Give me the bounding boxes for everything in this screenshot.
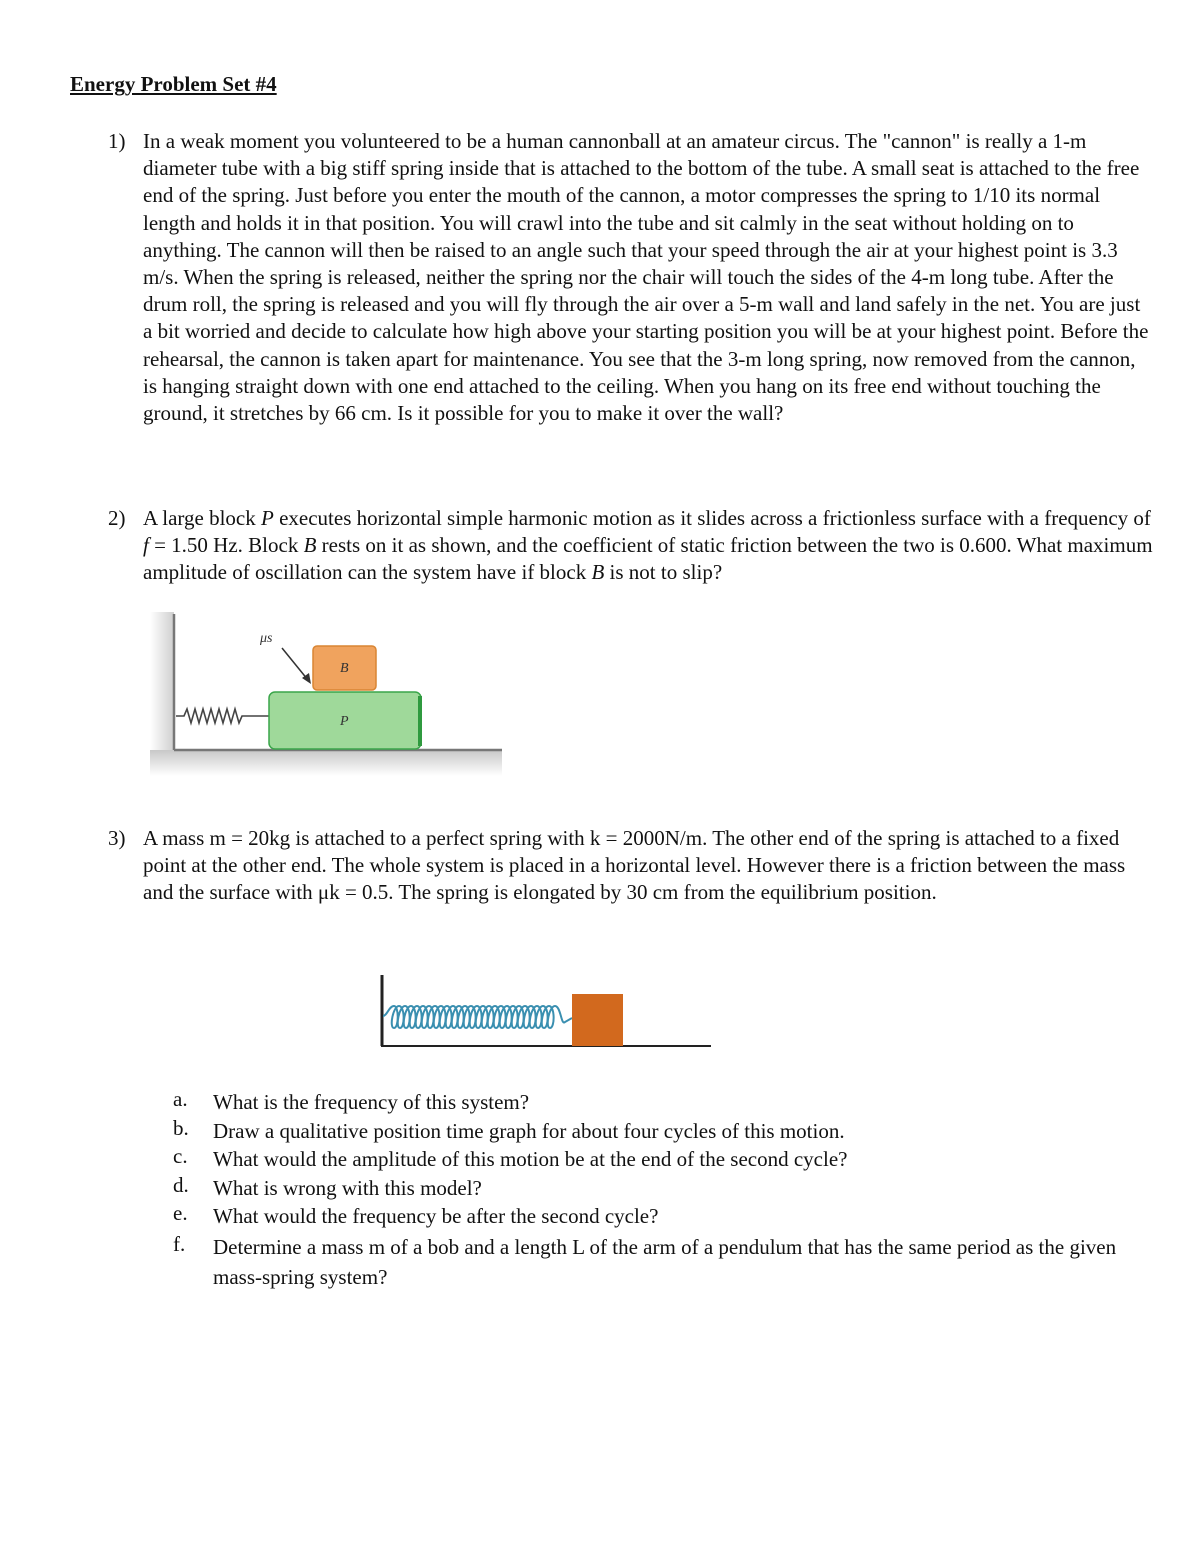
subquestion-text: What is the frequency of this system?: [213, 1090, 530, 1114]
label-mu-s: μs: [260, 631, 273, 646]
mass-spring-figure: [365, 970, 715, 1055]
problem-text: In a weak moment you volunteered to be a human cannonball at an amateur circus. The "cannon" is really a 1-m diameter tube with a big stiff spring inside that is attached to the bottom of the tube. A small seat is attached to the free end of the spring. Just before you enter the mouth of the cannon, a motor compresses the spring to 1/10 its normal length and holds it in that position. You will crawl into the tube and sit calmly in the seat without holding on to anything. The cannon will then be raised to an angle such that your speed through the air at your highest point is 3.3 m/s. When the spring is released, neither the spring nor the chair will touch the sides of the 4-m long tube. After the drum roll, the spring is released and you will fly through the air over a 5-m wall and land safely in the net. You are just a bit worried and decide to calculate how high above your starting position you will be at your highest point. Before the rehearsal, the cannon is taken apart for maintenance. You see that the 3-m long spring, now removed from the cannon, is hanging straight down with one end attached to the ceiling. When you hang on its free end without touching the ground, it stretches by 66 cm. Is it possible for you to make it over the wall?: [143, 129, 1149, 426]
block-spring-figure: [150, 612, 505, 777]
subquestion-text: Determine a mass m of a bob and a length L of the arm of a pendulum that has the same period as the given mass-spring system?: [213, 1235, 1117, 1289]
subquestion-text: What is wrong with this model?: [213, 1175, 482, 1200]
problem-text: A large block P executes horizontal simple harmonic motion as it slides across a frictionless surface with a frequency of f = 1.50 Hz. Block B rests on it as shown, and the coefficient of static friction between the two is 0.600. What maximum amplitude of oscillation can the system have if block B is not to slip?: [143, 506, 1153, 585]
wall-shading: [150, 612, 174, 752]
spring: [176, 709, 270, 723]
subquestion-text: What would the frequency be after the second cycle?: [213, 1204, 659, 1228]
mass-block: [572, 994, 623, 1046]
subquestion-letter: a.: [173, 1087, 188, 1111]
floor-shading: [150, 750, 502, 776]
problem-number: 1): [108, 129, 126, 153]
subquestion-text: Draw a qualitative position time graph for about four cycles of this motion.: [213, 1118, 845, 1143]
subquestion-text: What would the amplitude of this motion be at the end of the second cycle?: [213, 1147, 848, 1171]
problem-number: 2): [108, 506, 126, 530]
subquestion-letter: b.: [173, 1115, 189, 1140]
subquestion-letter: c.: [173, 1144, 188, 1168]
subquestion-letter: e.: [173, 1201, 188, 1225]
problem-text: A mass m = 20kg is attached to a perfect spring with k = 2000N/m. The other end of the spring is attached to a fixed point at the other end. The whole system is placed in a horizontal level. However there is a friction between the mass and the surface with μk = 0.5. The spring is elongated by 30 cm from the equilibrium position.: [143, 826, 1126, 905]
problem-number: 3): [108, 826, 126, 850]
arrow-line: [282, 648, 308, 680]
subquestion-letter: d.: [173, 1172, 189, 1197]
page-title: Energy Problem Set #4: [70, 72, 277, 96]
label-block-p: P: [340, 714, 349, 729]
label-block-b: B: [340, 661, 349, 676]
subquestion-letter: f.: [173, 1232, 186, 1256]
coil-spring: [383, 1006, 572, 1028]
